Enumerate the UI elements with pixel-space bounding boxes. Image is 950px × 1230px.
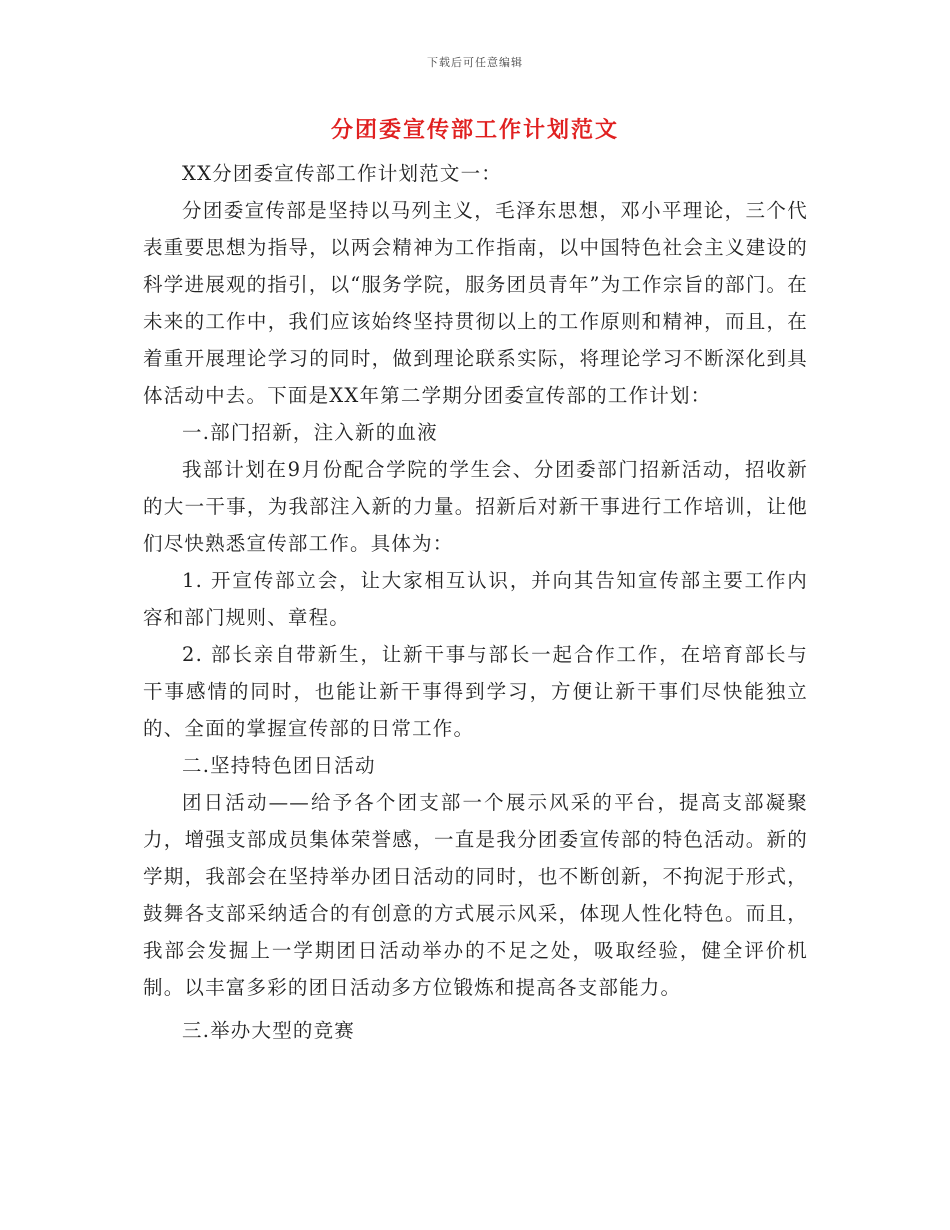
paragraph-activities: 团日活动——给予各个团支部一个展示风采的平台，提高支部凝聚力，增强支部成员集体荣誉感，一直是我分团委宣传部的特色活动。新的学期，我部会在坚持举办团日活动的同时，也不断创新，不拘泥于形式，鼓舞各支部采纳适合的有创意的方式展示风采，体现人性化特色。而且，我部会发掘上一学期团日活动举办的不足之处，吸取经验，健全评价机制。以丰富多彩的团日活动多方位锻炼和提高各支部能力。: [143, 791, 808, 999]
paragraph-intro: XX分团委宣传部工作计划范文一：: [182, 162, 502, 185]
paragraph-overview: 分团委宣传部是坚持以马列主义，毛泽东思想，邓小平理论，三个代表重要思想为指导，以两会精神为工作指南，以中国特色社会主义建设的科学进展观的指引，以“服务学院，服务团员青年”为工作宗旨的部门。在未来的工作中，我们应该始终坚持贯彻以上的工作原则和精神，而且，在着重开展理论学习的同时，做到理论联系实际，将理论学习不断深化到具体活动中去。下面是XX年第二学期分团委宣传部的工作计划：: [143, 199, 808, 407]
header-note: 下载后可任意编辑: [427, 56, 523, 69]
document-body: [143, 155, 808, 1049]
paragraph-recruit: 我部计划在9月份配合学院的学生会、分团委部门招新活动，招收新的大一干事，为我部注入新的力量。招新后对新干事进行工作培训，让他们尽快熟悉宣传部工作。具体为：: [143, 458, 808, 555]
document-title: 分团委宣传部工作计划范文: [330, 117, 619, 143]
section-heading-3: 三.举办大型的竞赛: [182, 1019, 355, 1042]
list-item-1: 1. 开宣传部立会，让大家相互认识，并向其告知宣传部主要工作内容和部门规则、章程。: [143, 569, 808, 629]
section-heading-2: 二.坚持特色团日活动: [182, 754, 376, 777]
list-item-2: 2. 部长亲自带新生，让新干事与部长一起合作工作，在培育部长与干事感情的同时，也能让新干事得到学习，方便让新干事们尽快能独立的、全面的掌握宣传部的日常工作。: [143, 643, 808, 740]
section-heading-1: 一.部门招新，注入新的血液: [182, 421, 438, 444]
